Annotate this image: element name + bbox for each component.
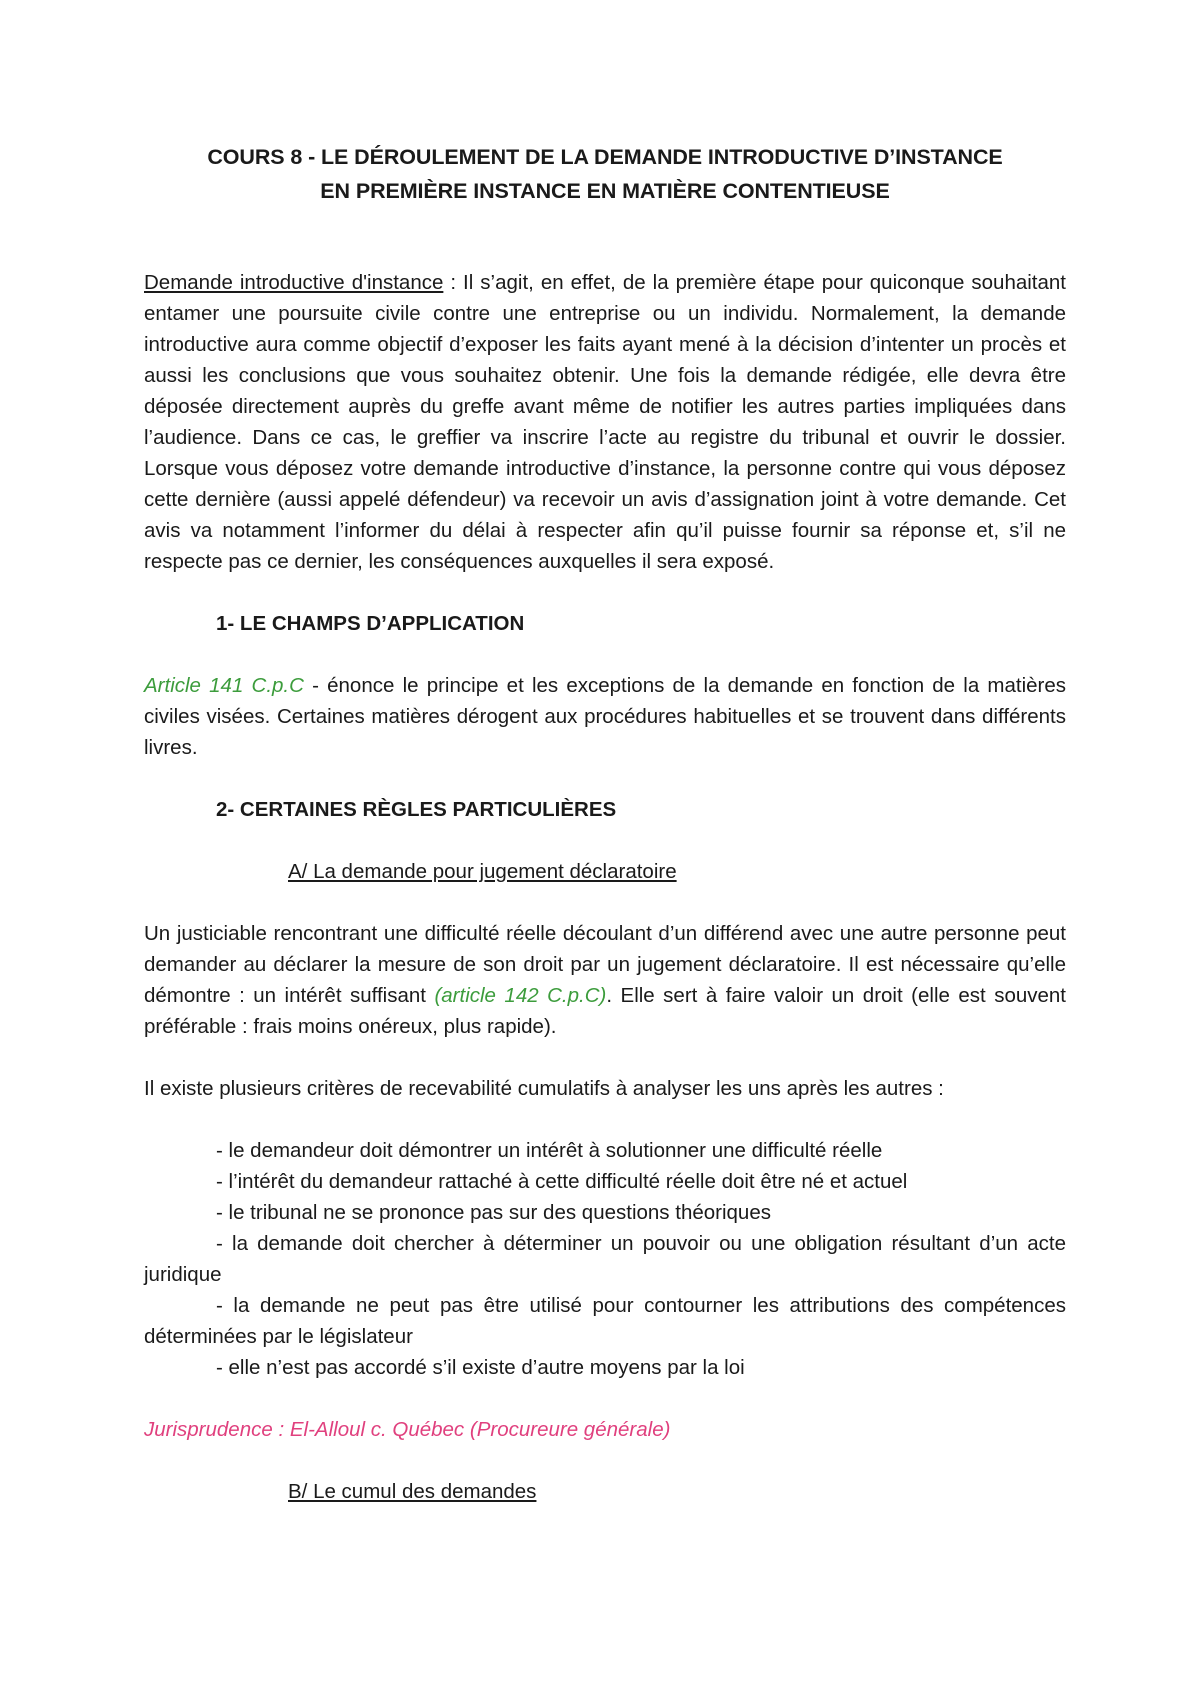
subsection-b-heading: B/ Le cumul des demandes: [288, 1480, 537, 1503]
list-item: - l’intérêt du demandeur rattaché à cette difficulté réelle doit être né et actuel: [216, 1170, 908, 1193]
article-141-reference: Article 141 C.p.C: [144, 674, 304, 697]
document-body: [144, 140, 1066, 1507]
document-title: [144, 140, 1066, 208]
article-142-reference: (article 142 C.p.C): [434, 984, 607, 1007]
list-item: - elle n’est pas accordé s’il existe d’autre moyens par la loi: [216, 1356, 745, 1379]
list-item: - le demandeur doit démontrer un intérêt à solutionner une difficulté réelle: [216, 1139, 883, 1162]
jurisprudence-reference: Jurisprudence : El-Alloul c. Québec (Procureure générale): [144, 1418, 671, 1441]
section-1-paragraph: [144, 670, 1066, 763]
subsection-a-text-after: . Elle sert à faire valoir un droit (elle est souvent préférable : frais moins onéreux, plus rapide).: [144, 984, 1066, 1038]
title-line-1: COURS 8 - LE DÉROULEMENT DE LA DEMANDE INTRODUCTIVE D’INSTANCE: [207, 145, 1003, 169]
section-1-text: - énonce le principe et les exceptions de la demande en fonction de la matières civiles visées. Certaines matières dérogent aux procédures habituelles et se trouvent dans différents livres.: [144, 674, 1067, 759]
intro-term: Demande introductive d'instance: [144, 271, 444, 294]
list-item: - la demande doit chercher à déterminer un pouvoir ou une obligation résultant d’un acte juridique: [144, 1232, 1066, 1286]
section-2-heading: 2- CERTAINES RÈGLES PARTICULIÈRES: [216, 798, 617, 821]
list-item: - le tribunal ne se prononce pas sur des questions théoriques: [216, 1201, 771, 1224]
title-line-2: EN PREMIÈRE INSTANCE EN MATIÈRE CONTENTIEUSE: [320, 179, 890, 203]
list-item: - la demande ne peut pas être utilisé pour contourner les attributions des compétences déterminées par le législateur: [144, 1294, 1066, 1348]
intro-text: : Il s’agit, en effet, de la première étape pour quiconque souhaitant entamer une poursuite civile contre une entreprise ou un individu. Normalement, la demande introductive aura comme objectif d’exposer les faits ayant mené à la décision d’intenter un procès et aussi les conclusions que vous souhaitez obtenir. Une fois la demande rédigée, elle devra être déposée directement auprès du greffe avant même de notifier les autres parties impliquées dans l’audience. Dans ce cas, le greffier va inscrire l’acte au registre du tribunal et ouvrir le dossier. Lorsque vous déposez votre demande introductive d’instance, la personne contre qui vous déposez cette dernière (aussi appelé défendeur) va recevoir un avis d’assignation joint à votre demande. Cet avis va notamment l’informer du délai à respecter afin qu’il puisse fournir sa réponse et, s’il ne respecte pas ce dernier, les conséquences auxquelles il sera exposé.: [144, 271, 1066, 573]
criteria-intro: Il existe plusieurs critères de recevabilité cumulatifs à analyser les uns après les autres :: [144, 1077, 944, 1100]
subsection-a-text-before: Un justiciable rencontrant une difficulté réelle découlant d’un différend avec une autre personne peut demander au déclarer la mesure de son droit par un jugement déclaratoire. Il est nécessaire qu’elle démontre : un intérêt suffisant: [144, 922, 1066, 1007]
subsection-a-heading: A/ La demande pour jugement déclaratoire: [288, 860, 677, 883]
section-1-heading: 1- LE CHAMPS D’APPLICATION: [216, 612, 525, 635]
criteria-list: [144, 1135, 1066, 1383]
intro-paragraph: [144, 267, 1066, 577]
subsection-a-paragraph: [144, 918, 1066, 1042]
